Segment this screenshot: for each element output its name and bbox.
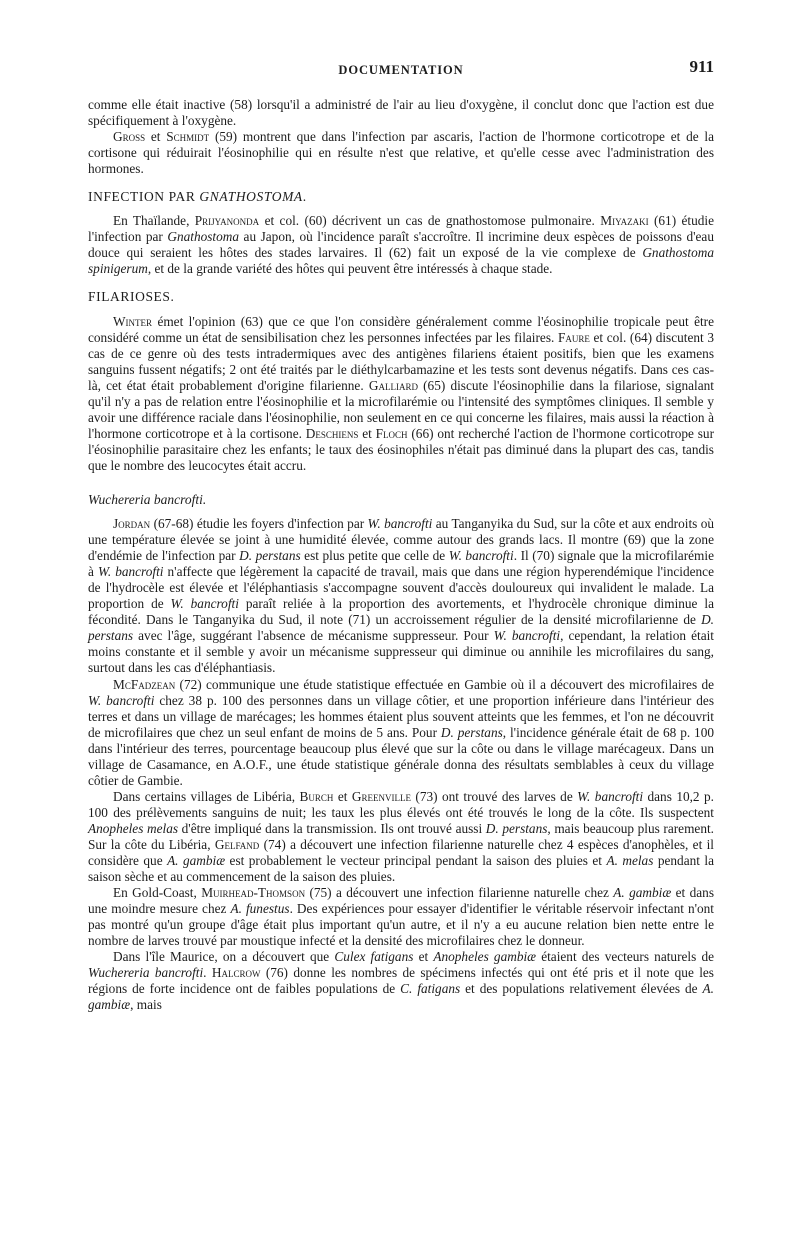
taxon-name: D. perstans (485, 820, 548, 836)
text-run: et col. (60) décrivent un cas de gnathostomose pulmonaire. (259, 213, 601, 229)
text-run: En Gold-Coast, (113, 885, 202, 901)
wuchereria-paragraph-maurice (88, 949, 714, 1013)
text-run: d'être impliqué dans la transmission. Ils ont trouvé aussi (178, 820, 486, 836)
wuchereria-paragraph-gold-coast (88, 885, 714, 949)
text-run: (59) montrent que dans l'infection par ascaris, l'action de l'hormone corticotrope et de la cortisone qui réduirait l'éosinophilie qui en résulte n'est que relative, et qu'elle cesse avec l'administration des hormones. (88, 129, 714, 177)
author-name: Miyazaki (600, 213, 649, 229)
text-run: (72) communique une étude statistique effectuée en Gambie où il a découvert des microfilaires de (175, 676, 714, 692)
taxon-name: Anopheles melas (88, 820, 179, 836)
text-run: est plus petite que celle de (300, 548, 449, 564)
text-run: En Thaïlande, (113, 213, 195, 229)
taxon-name: A. gambiæ (88, 981, 714, 1013)
author-name: Prijyanonda (194, 213, 260, 229)
text-run: au Tanganyika du Sud, sur la côte et aux endroits où une température élevée se joint à une humidité élevée, comme autour des grands lacs. Il montre (69) que la zone d'endémie de l'infection par (88, 516, 715, 564)
text-run: , l'incidence générale était de 68 p. 100 dans l'intérieur des terres, pourcentage beaucoup plus élevé que sur la côte ou dans le village marécageux. Dans un village de Casamance, en A.O.F., une étude statistique générale donna des résultats semblables à ceux du village côtier de Gambie. (88, 724, 714, 788)
text-run: (73) ont trouvé des larves de (410, 788, 578, 804)
author-name: Galliard (368, 377, 418, 393)
text-run: paraît reliée à la proportion des avortements, et l'hydrocèle chronique diminue la fécondité. Dans le Tanganyika du Sud, il note (71) un accroissement régulier de la densité microfilarienne de (88, 596, 714, 628)
text-run: . (203, 965, 212, 981)
text-run: n'affecte que légèrement la capacité de travail, mais que dans une région hyperendémique l'incidence de l'hydrocèle est élevée et l'éléphantiasis s'accompagne souvent d'accès douloureux qui invalident le malade. La proportion de (88, 564, 714, 612)
text-run: , mais (130, 997, 162, 1013)
text-run: (65) discute l'éosinophilie dans la filariose, signalant qu'il n'y a pas de relation entre l'éosinophilie et la microfilarémie ou l'intensité des symptômes cliniques. Il semble y avoir une différence raciale dans l'éosinophilie, non seulement en ce qui concerne les filaires, mais aussi la réaction à l'hormone corticotrope et à la cortisone. (88, 377, 714, 441)
author-name: Schmidt (166, 129, 210, 145)
author-name: Gelfand (214, 836, 260, 852)
text-run: (76) donne les nombres de spécimens infectés qui ont été pris et il note que les régions de forte incidence ont de faibles populations de (88, 965, 714, 997)
taxon-name: D. perstans (440, 724, 503, 740)
taxon-name: Culex fatigans (334, 949, 414, 965)
page-header (88, 57, 714, 82)
taxon-name: A. gambiæ (167, 853, 226, 869)
text-run: étaient des vecteurs naturels de (536, 949, 714, 965)
text-run: et des populations relativement élevées de (460, 981, 703, 997)
section-heading-gnathostoma (88, 189, 714, 205)
text-run: (75) a découvert une infection filarienne naturelle chez (305, 885, 614, 901)
text-run: (66) ont recherché l'action de l'hormone corticotrope sur l'éosinophilie parasitaire chez les enfants; le taux des éosinophiles n'était pas diminué dans la plupart des cas, tandis que le nombre des leucocytes était accru. (88, 425, 714, 473)
taxon-name: A. funestus (230, 901, 290, 917)
author-name: Jordan (113, 516, 151, 532)
text-run: (67-68) étudie les foyers d'infection par (150, 516, 368, 532)
author-name: Floch (375, 425, 408, 441)
author-name: Winter (113, 313, 153, 329)
taxon-name: W. bancrofti (170, 596, 239, 612)
taxon-name: W. bancrofti (448, 548, 514, 564)
text-run: et dans une moindre mesure chez (88, 885, 714, 917)
section-heading-gnathostoma-text: INFECTION PAR GNATHOSTOMA. (88, 189, 307, 205)
text-run: et (333, 788, 352, 804)
text-run: Dans certains villages de Libéria, (113, 788, 300, 804)
text-run: est probablement le vecteur principal pendant la saison des pluies et (225, 853, 607, 869)
text-run: . Des expériences pour essayer d'identifier le véritable réservoir infectant n'ont pas montré qu'un groupe d'âge était plus important qu'un autre, et il n'y a eu aucune relation bien nette entre le nombre de larves trouvé par moustique infecté et la densité des microfilaires chez le donneur. (88, 901, 715, 949)
text-run: et (413, 949, 434, 965)
author-name: Gross (113, 129, 146, 145)
text-run: au Japon, où l'incidence paraît s'accroître. Il incrimine deux espèces de poissons d'eau douce qui seraient les hôtes des stades larvaires. Il (62) fait un exposé de la vie complexe de (88, 229, 714, 261)
taxon-name: W. bancrofti (97, 564, 164, 580)
taxon-name: W. bancrofti (577, 788, 644, 804)
taxon-name: W. bancrofti (367, 516, 433, 532)
text-run: dans 10,2 p. 100 des prélèvements sanguins de nuit; les taux les plus élevés ont été trouvés le long de la côte. Ils suspectent (88, 788, 714, 820)
text-run: (74) a découvert une infection filarienne naturelle chez 4 espèces d'anophèles, et il considère que (88, 836, 714, 869)
text-run: et col. (64) discutent 3 cas de ce genre où des tests intradermiques avec des antigènes filariens étaient positifs, bien que les examens sanguins fussent négatifs; 2 ont été traités par le diéthylcarbamazine et les tests sont devenus négatifs. Dans ces cas-là, cet état était probablement d'origine filarienne. (88, 329, 715, 393)
author-name: Muirhead-Thomson (201, 885, 306, 901)
text-run: et (358, 425, 376, 441)
section-heading-filarioses-text: FILARIOSES. (88, 289, 175, 305)
author-name: Greenville (351, 788, 411, 804)
text-run: avec l'âge, suggérant l'absence de mécanisme suppresseur. Pour (133, 628, 494, 644)
author-name: Burch (299, 788, 334, 804)
taxon-name: C. fatigans (400, 981, 461, 997)
subsection-heading-wuchereria: Wuchereria bancrofti. (88, 491, 207, 507)
section-heading-filarioses (88, 289, 714, 305)
text-run: , mais beaucoup plus rarement. Sur la côte du Libéria, (88, 820, 714, 852)
text-run: pendant la saison sèche et au commencement de la saison des pluies. (88, 853, 714, 885)
intro-paragraph-continued: comme elle était inactive (58) lorsqu'il a administré de l'air au lieu d'oxygène, il conclut donc que l'action est due spécifiquement à l'oxygène. (88, 97, 714, 129)
wuchereria-paragraph-jordan (88, 516, 714, 676)
taxon-name: Gnathostoma spinigerum (88, 245, 714, 277)
running-title: DOCUMENTATION (338, 63, 464, 77)
taxon-name: Anopheles gambiæ (433, 949, 537, 965)
taxon-name: A. gambiæ (613, 885, 672, 901)
filarioses-paragraph (88, 314, 714, 474)
text-run: Dans l'île Maurice, on a découvert que (113, 949, 335, 965)
text-run: et (145, 129, 167, 145)
text-run: émet l'opinion (63) que ce que l'on considère généralement comme l'éosinophilie tropicale peut être considéré comme un état de sensibilisation chez les personnes infectées par les filaires. (88, 313, 714, 345)
taxon-name: GNATHOSTOMA (199, 189, 303, 205)
author-name: McFadzean (113, 676, 176, 692)
text-run: , cependant, la relation était moins constante et il semble y avoir un mécanisme suppresseur qui diminue ou annihile les microfilaires du sang, surtout dans les cas d'éléphantiasis. (88, 628, 715, 676)
gnathostoma-paragraph (88, 213, 714, 277)
text-run: , et de la grande variété des hôtes qui peuvent être intéressés à chaque stade. (147, 261, 553, 277)
taxon-name: Wuchereria bancrofti (88, 965, 204, 981)
wuchereria-paragraph-liberia (88, 789, 714, 885)
author-name: Deschiens (305, 425, 359, 441)
author-name: Halcrow (211, 965, 261, 981)
text-run: . Il (70) signale que la microfilarémie à (88, 548, 714, 580)
text-run: (61) étudie l'infection par (88, 213, 714, 245)
taxon-name: D. perstans (239, 548, 301, 564)
intro-paragraph-gross-schmidt (88, 129, 714, 177)
taxon-name: D. perstans (88, 612, 714, 644)
taxon-name: W. bancrofti (88, 692, 155, 708)
taxon-name: Gnathostoma (167, 229, 240, 245)
text-run: chez 38 p. 100 des personnes dans un village côtier, et une proportion inférieure dans l'intérieur des terres et dans un village de marécages; les hommes étaient plus souvent atteints que les femmes, et l'on ne découvrit de microfilaires que chez un seul enfant de moins de 5 ans. Pour (88, 692, 714, 740)
wuchereria-paragraph-mcfadzean (88, 677, 714, 789)
taxon-name: W. bancrofti (493, 628, 561, 644)
author-name: Faure (557, 329, 590, 345)
page-number: 911 (689, 57, 714, 76)
taxon-name: A. melas (606, 853, 654, 869)
